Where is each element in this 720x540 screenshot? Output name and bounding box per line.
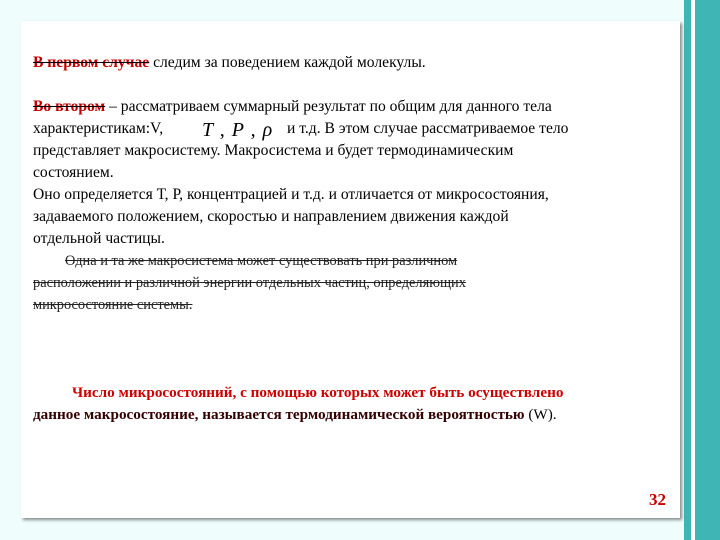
definition-symbol-w: (W). <box>524 406 557 423</box>
paragraph-third-line3: отдельной частицы. <box>33 230 165 247</box>
definition-line2 <box>33 404 557 426</box>
paragraph-fourth-line2: расположении и различной энергии отдельных частиц, определяющих <box>33 275 466 291</box>
paragraph-second-line4: состоянием. <box>33 164 114 181</box>
formula-t-p-rho: T , P , ρ <box>202 119 274 141</box>
definition-line1: Число микросостояний, с помощью которых может быть осуществлено <box>72 384 564 401</box>
paragraph-second-line2a: характеристикам:V, <box>33 120 164 137</box>
paragraph-third-line1: Оно определяется Т, Р, концентрацией и т.д. и отличается от микросостояния, <box>33 186 549 203</box>
paragraph-second-text1: – рассматриваем суммарный результат по общим для данного тела <box>105 98 552 115</box>
struck-heading-second: Во втором <box>33 98 106 115</box>
paragraph-second-line2b: и т.д. В этом случае рассматриваемое тело <box>287 120 569 137</box>
paragraph-second-line1 <box>33 96 552 118</box>
definition-line2-text: данное макросостояние, называется термодинамической вероятностью <box>33 406 525 423</box>
paragraph-second-line3: представляет макросистему. Макросистема и будет термодинамическим <box>33 142 514 159</box>
paragraph-first-case <box>33 52 426 74</box>
side-decor-stripe <box>691 0 695 540</box>
page-number: 32 <box>649 490 666 509</box>
paragraph-third-line2: задаваемого положением, скоростью и направлением движения каждой <box>33 208 509 225</box>
side-decor-bar <box>684 0 720 540</box>
struck-heading-first: В первом случае <box>33 54 150 71</box>
paragraph-fourth-line3: микросостояние системы. <box>33 297 193 313</box>
paragraph-fourth-line1: Одна и та же макросистема может существовать при различном <box>65 253 458 269</box>
paragraph-first-text: следим за поведением каждой молекулы. <box>149 54 426 71</box>
